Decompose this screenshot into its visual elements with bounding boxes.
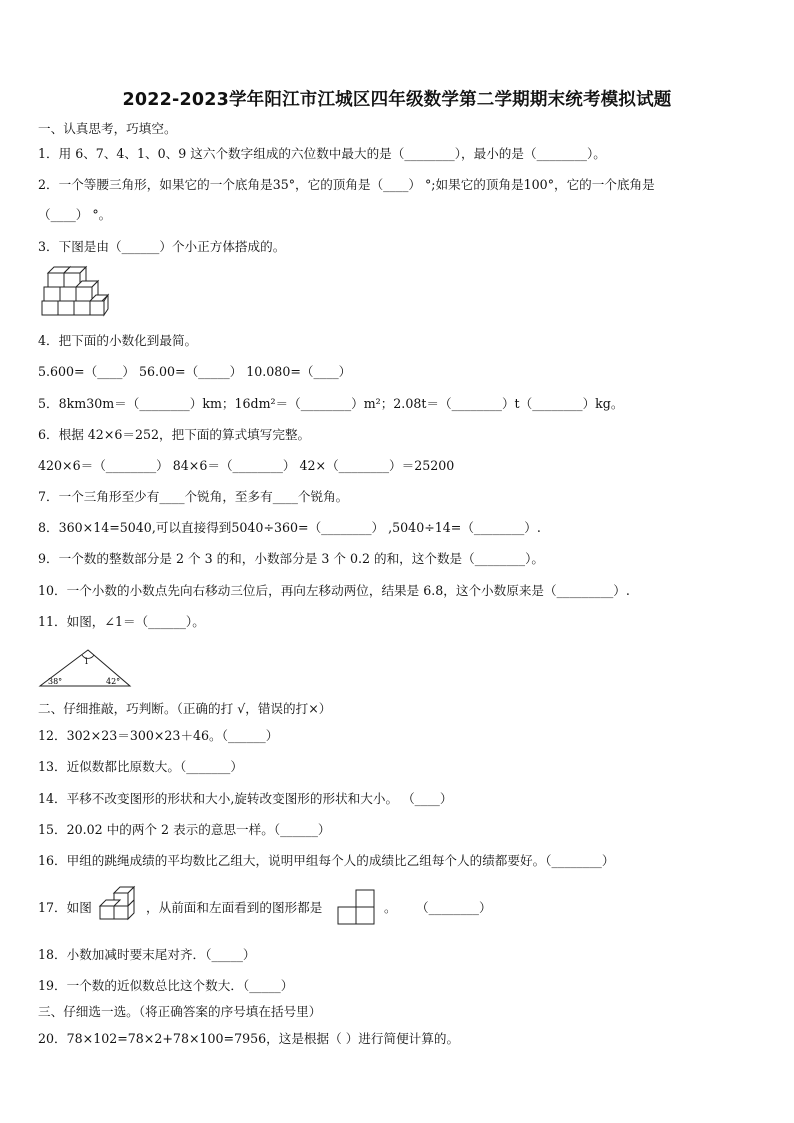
question-18: 18．小数加减时要末尾对齐．（_____） bbox=[38, 947, 256, 962]
angle-38-label: 38° bbox=[48, 677, 63, 686]
question-8: 8．360×14=5040,可以直接得到5040÷360=（________） ,5040÷14=（________）. bbox=[38, 520, 541, 535]
cube-stack-figure bbox=[40, 263, 112, 321]
question-4-items: 5.600=（____） 56.00=（_____） 10.080=（____） bbox=[38, 364, 352, 379]
question-14: 14．平移不改变图形的形状和大小,旋转改变图形的形状和大小。 （____） bbox=[38, 791, 453, 806]
question-20: 20．78×102=78×2+78×100=7956，这是根据（ ）进行简便计算的。 bbox=[38, 1031, 460, 1046]
question-16: 16．甲组的跳绳成绩的平均数比乙组大，说明甲组每个人的成绩比乙组每个人的绩都要好。（________） bbox=[38, 853, 615, 868]
question-19: 19．一个数的近似数总比这个数大．（_____） bbox=[38, 978, 294, 993]
question-17-text: ，从前面和左面看到的图形都是 bbox=[146, 900, 323, 915]
section-3-heading: 三、仔细选一选。（将正确答案的序号填在括号里） bbox=[38, 1004, 322, 1019]
question-17-prefix: 17．如图 bbox=[38, 900, 92, 915]
question-7: 7．一个三角形至少有____个锐角，至多有____个锐角。 bbox=[38, 489, 349, 504]
section-2-heading: 二、仔细推敲，巧判断。（正确的打 √，错误的打×） bbox=[38, 701, 332, 716]
question-5: 5．8km30m＝（________）km；16dm²＝（________）m²；2.08t＝（________）t（________）kg。 bbox=[38, 396, 624, 411]
question-4: 4．把下面的小数化到最简。 bbox=[38, 333, 198, 348]
view-shape-figure bbox=[336, 888, 378, 928]
block-figure bbox=[94, 885, 140, 925]
triangle-figure bbox=[36, 644, 136, 690]
page-title: 2022-2023学年阳江市江城区四年级数学第二学期期末统考模拟试题 bbox=[122, 90, 672, 110]
angle-42-label: 42° bbox=[106, 677, 121, 686]
question-17-answer: （________） bbox=[416, 900, 492, 915]
angle-1-label: 1 bbox=[84, 657, 90, 666]
question-2-cont: （____） °。 bbox=[38, 207, 112, 222]
question-17-period: 。 bbox=[384, 900, 397, 915]
section-1-heading: 一、认真思考，巧填空。 bbox=[38, 121, 177, 136]
question-6: 6．根据 42×6＝252，把下面的算式填写完整。 bbox=[38, 427, 311, 442]
question-11: 11．如图，∠1＝（______）。 bbox=[38, 614, 205, 629]
question-12: 12．302×23＝300×23＋46。（______） bbox=[38, 728, 279, 743]
question-10: 10．一个小数的小数点先向右移动三位后，再向左移动两位，结果是 6.8，这个小数原来是（_________）. bbox=[38, 583, 630, 598]
question-15: 15．20.02 中的两个 2 表示的意思一样。（______） bbox=[38, 822, 331, 837]
question-6-items: 420×6＝（________） 84×6＝（________） 42×（________）＝25200 bbox=[38, 458, 455, 473]
question-1: 1．用 6、7、4、1、0、9 这六个数字组成的六位数中最大的是（________），最小的是（________）。 bbox=[38, 146, 606, 161]
question-3: 3．下图是由（______）个小正方体搭成的。 bbox=[38, 239, 286, 254]
question-2: 2．一个等腰三角形，如果它的一个底角是35°，它的顶角是（____） °;如果它的顶角是100°，它的一个底角是 bbox=[38, 177, 655, 192]
question-9: 9．一个数的整数部分是 2 个 3 的和，小数部分是 3 个 0.2 的和，这个数是（________）。 bbox=[38, 551, 544, 566]
question-13: 13．近似数都比原数大。（_______） bbox=[38, 759, 243, 774]
